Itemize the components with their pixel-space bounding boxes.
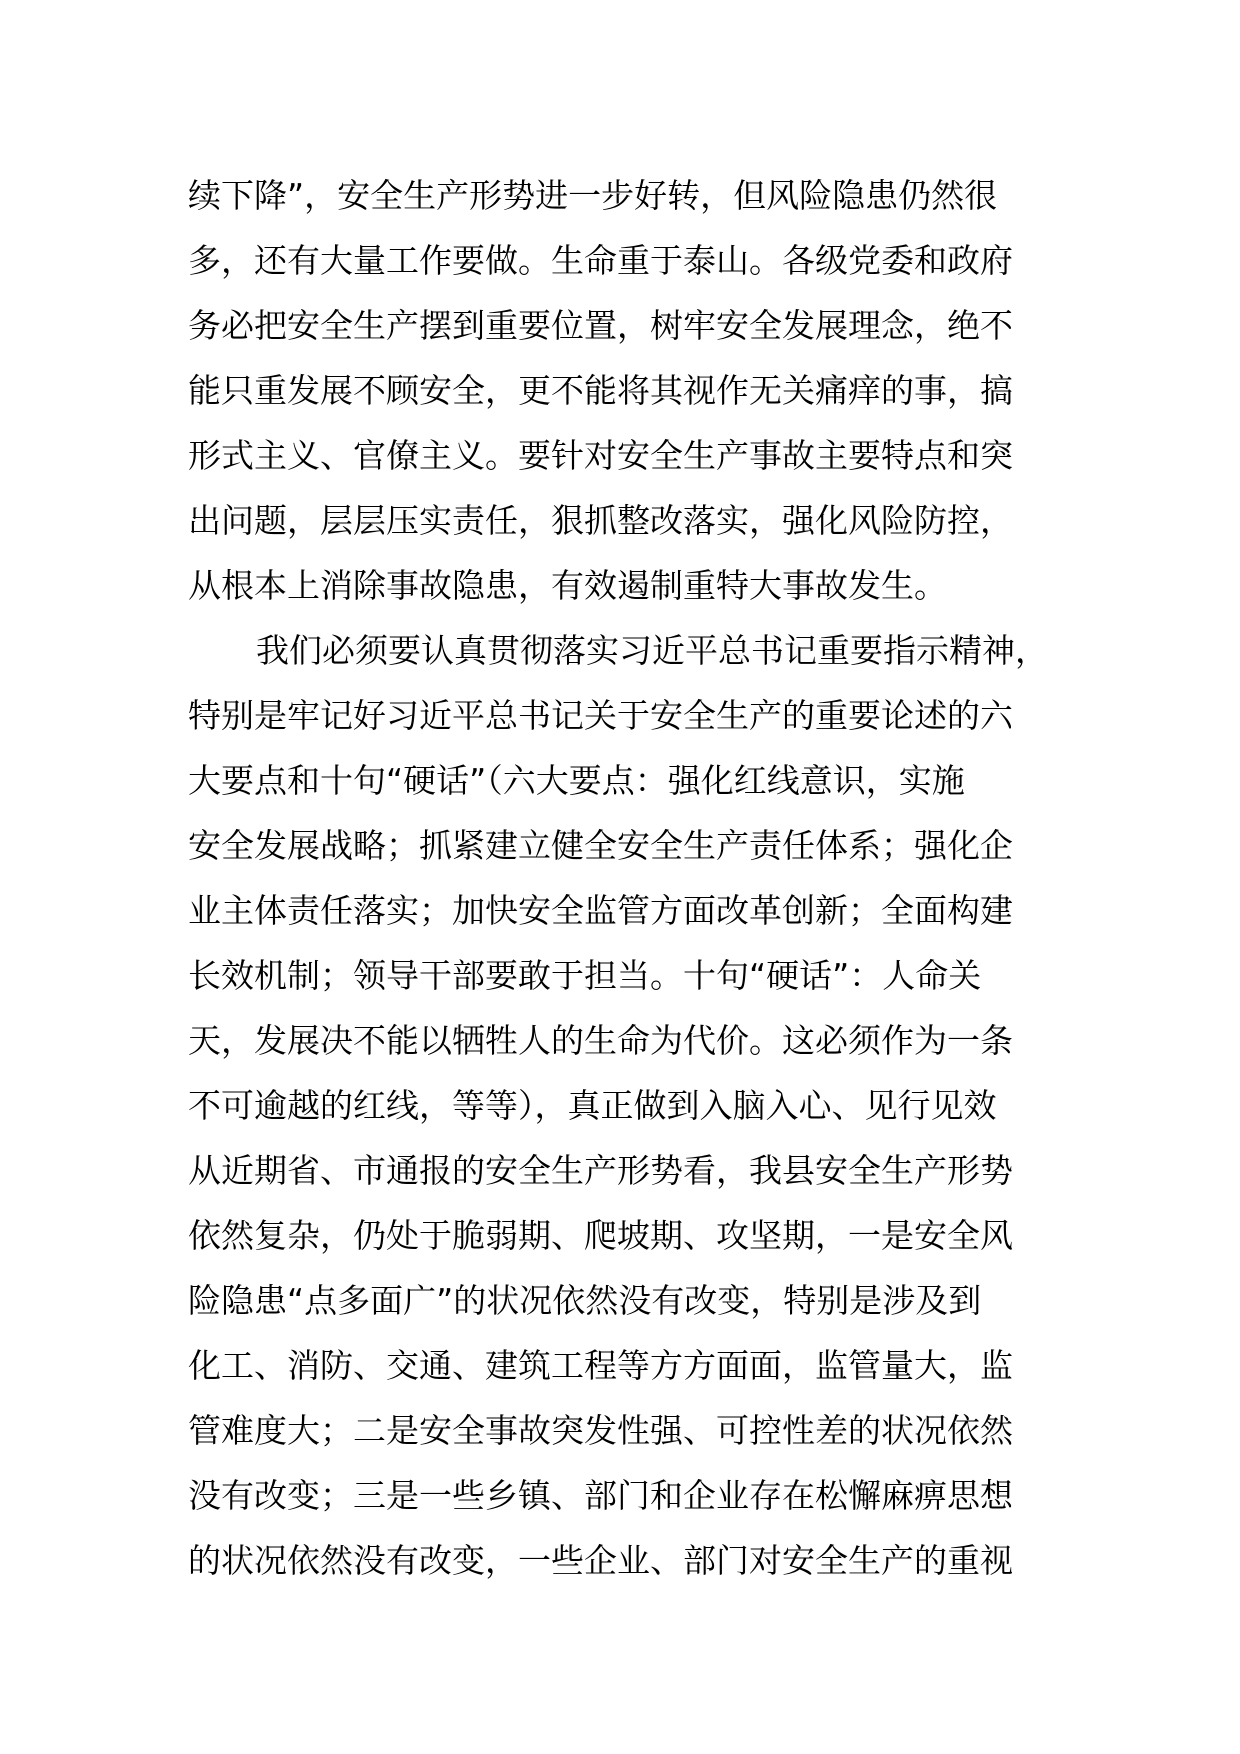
text-line: 从根本上消除事故隐患，有效遏制重特大事故发生。 (188, 566, 947, 605)
text-line: 化工、消防、交通、建筑工程等方方面面，监管量大，监 (188, 1346, 1013, 1385)
text-line: 大要点和十句“硬话”（六大要点：强化红线意识，实施 (188, 761, 965, 800)
text-line: 不可逾越的红线，等等），真正做到入脑入心、见行见效 (188, 1086, 997, 1125)
text-line: 特别是牢记好习近平总书记关于安全生产的重要论述的六 (188, 696, 1013, 735)
text-line: 安全发展战略；抓紧建立健全安全生产责任体系；强化企 (188, 826, 1013, 865)
text-line: 多，还有大量工作要做。生命重于泰山。各级党委和政府 (188, 241, 1013, 280)
text-line: 险隐患“点多面广”的状况依然没有改变，特别是涉及到 (188, 1281, 982, 1320)
text-line: 长效机制；领导干部要敢于担当。十句“硬话”：人命关 (188, 956, 982, 995)
text-line: 天，发展决不能以牺牲人的生命为代价。这必须作为一条 (188, 1021, 1013, 1060)
text-line: 出问题，层层压实责任，狠抓整改落实，强化风险防控， (188, 501, 1013, 540)
text-line: 续下降”，安全生产形势进一步好转，但风险隐患仍然很 (188, 176, 998, 215)
body-text (188, 163, 1068, 1593)
text-line: 依然复杂，仍处于脆弱期、爬坡期、攻坚期，一是安全风 (188, 1216, 1013, 1255)
text-line: 的状况依然没有改变，一些企业、部门对安全生产的重视 (188, 1541, 1013, 1580)
paragraph-first-line: 我们必须要认真贯彻落实习近平总书记重要指示精神， (256, 631, 1048, 670)
text-line: 从近期省、市通报的安全生产形势看，我县安全生产形势 (188, 1151, 1013, 1190)
text-line: 务必把安全生产摆到重要位置，树牢安全发展理念，绝不 (188, 306, 1013, 345)
text-line: 业主体责任落实；加快安全监管方面改革创新；全面构建 (188, 891, 1013, 930)
text-line: 能只重发展不顾安全，更不能将其视作无关痛痒的事，搞 (188, 371, 1013, 410)
text-line: 管难度大；二是安全事故突发性强、可控性差的状况依然 (188, 1411, 1013, 1450)
text-line: 没有改变；三是一些乡镇、部门和企业存在松懈麻痹思想 (188, 1476, 1013, 1515)
text-line: 形式主义、官僚主义。要针对安全生产事故主要特点和突 (188, 436, 1013, 475)
